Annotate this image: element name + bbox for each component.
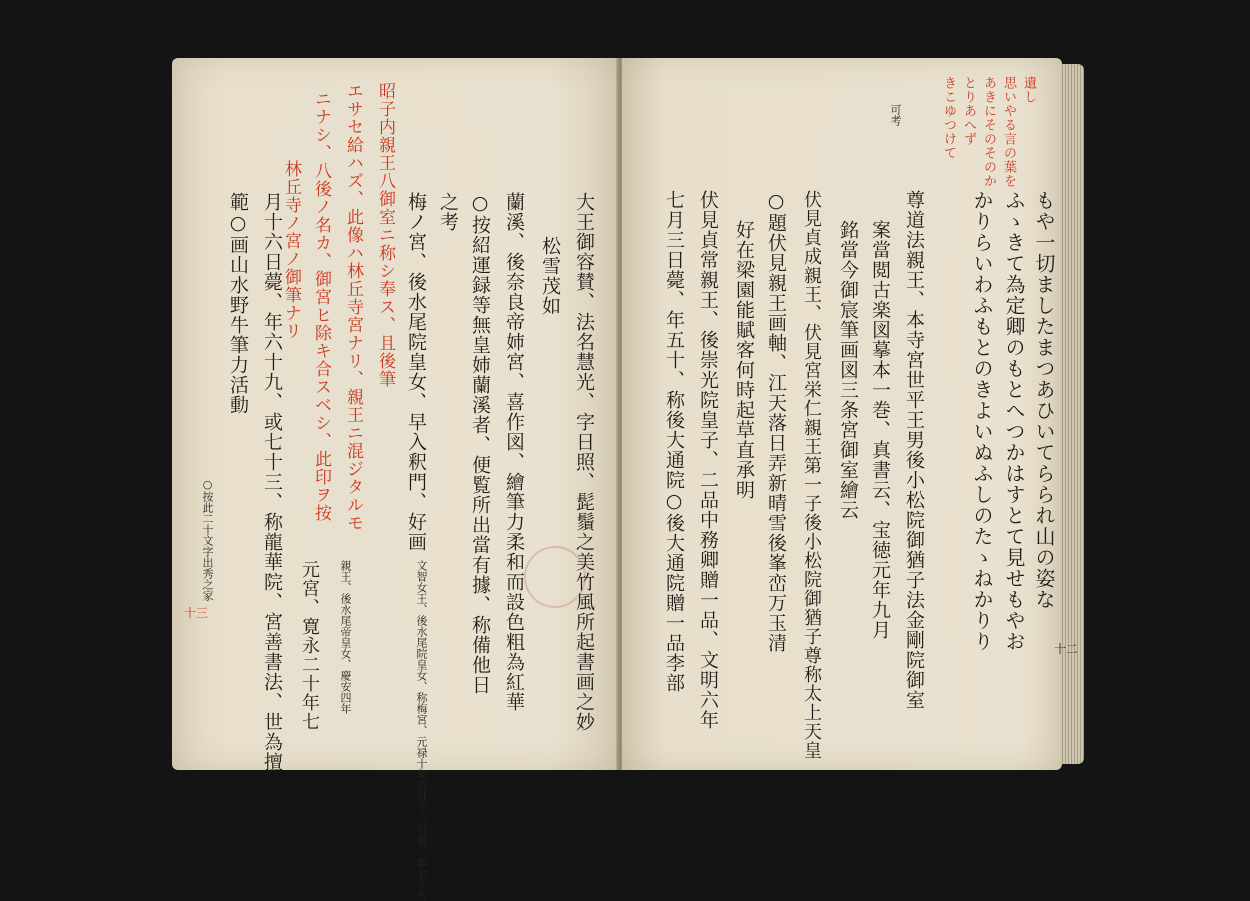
right-column-6: 案當閲古楽図摹本一巻、真書云、宝徳元年九月 — [869, 220, 891, 640]
right-column-3: かりらいわふもとのきよいぬふしのたゝねかりり — [970, 190, 994, 652]
left-note-shinno: 親王、後水尾帝皇女、慶安四年 — [339, 560, 352, 714]
red-top-note-4: とりあへず — [961, 76, 976, 146]
right-column-5: 尊道法親王、本寺宮世平王男後小松院御猶子法金剛院御室 — [903, 190, 925, 710]
red-annotation-4: 林丘寺ノ宮ノ御筆ナリ — [281, 160, 301, 340]
left-column-6: 梅ノ宮、後水尾院皇女、早入釈門、好画 — [405, 192, 427, 552]
left-column-5: 之考 — [437, 192, 459, 232]
left-page-number: 十三 — [184, 606, 209, 620]
right-note-kakou: 可考 — [889, 104, 902, 126]
left-column-10: 月十六日薨、年六十九、或七十三、称龍華院、宮善書法、世為擅 — [261, 192, 283, 772]
left-column-3: 蘭溪、後奈良帝姉宮、喜作図、繪筆力柔和而設色粗為紅華 — [503, 192, 525, 712]
right-page-number: 十二 — [1054, 642, 1079, 656]
right-column-8: 伏見貞成親王、伏見宮栄仁親王第一子後小松院御猶子尊称太上天皇 — [801, 190, 822, 760]
red-top-note-5: きこゆつけて — [941, 76, 956, 160]
red-top-note-1: 遺し — [1021, 76, 1036, 104]
left-column-1: 大王御容賛、法名慧光、字日照、髭鬚之美竹風所起書画之妙 — [573, 192, 595, 732]
red-top-note-2: 思いやる言の葉を — [1001, 76, 1016, 188]
right-column-11: 伏見貞常親王、後崇光院皇子、二品中務卿贈一品、文明六年 — [697, 190, 719, 730]
left-column-9: 元宮、寛永二十年七 — [299, 560, 320, 731]
left-column-11: 範○画山水野牛筆力活動 — [227, 192, 249, 415]
right-column-9: ○題伏見親王画軸、江天落日弄新晴雪後峯峦万玉清 — [765, 190, 787, 653]
red-top-note-3: あきにそのそのか — [981, 76, 996, 188]
left-column-4: ○按紹運録等無皇姉蘭溪者、便覧所出當有據、称備他日 — [469, 192, 491, 695]
right-column-2: ふゝきて為定卿のもとへつかはすとて見せもやお — [1002, 190, 1026, 652]
red-annotation-3: ニナシ、八後ノ名カ、御宮ヒ除キ合スベシ、此印ヲ按 — [311, 90, 331, 522]
right-column-1: もや一切ましたまつあひいてらられ山の姿な — [1032, 190, 1056, 610]
right-column-12: 七月三日薨、年五十、称後大通院○後大通院贈一品李部 — [663, 190, 685, 693]
left-note-bunchi: 文智女王、後水尾院皇女、称梅宮、元禄十年五月十三日薨、年七十九 — [415, 560, 428, 901]
red-annotation-1: 昭子内親王八御室ニ称シ奉ス、且後筆 — [375, 82, 395, 388]
left-note-bottom: ○按此二十文字出秀之家 — [201, 478, 214, 601]
page-edges — [1060, 64, 1084, 764]
right-column-10: 好在梁園能賦客何時起草直承明 — [733, 220, 755, 500]
right-column-7: 銘當今御宸筆画図三条宮御室繪云 — [837, 220, 859, 520]
left-column-2: 松雪茂如 — [539, 236, 561, 316]
red-annotation-2: エサセ給ハズ、此像ハ林丘寺宮ナリ、親王ニ混ジタルモ — [343, 82, 363, 532]
